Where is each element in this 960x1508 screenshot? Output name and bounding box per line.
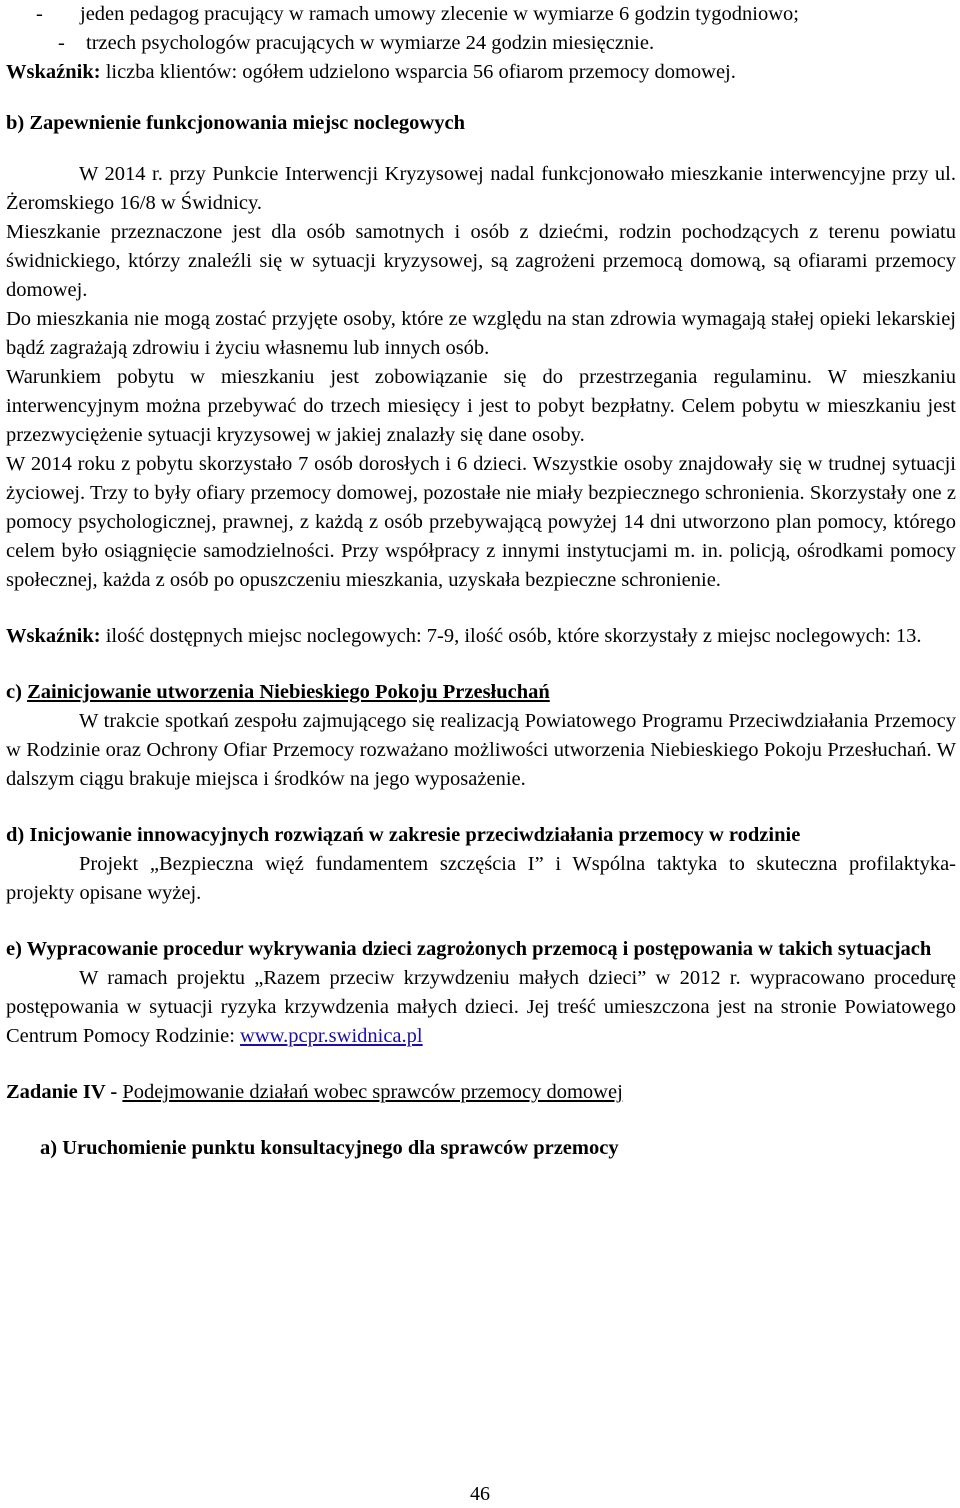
section-b-paragraph: Mieszkanie przeznaczone jest dla osób samotnych i osób z dziećmi, rodzin pochodzących z terenu powiatu świdnickiego, którzy znaleźli się w sytuacji kryzysowej, są zagrożeni przemocą domową, są ofiarami przemocy domowej. bbox=[6, 221, 956, 301]
section-b-paragraph: W 2014 r. przy Punkcie Interwencji Kryzysowej nadal funkcjonowało mieszkanie interwencyjne przy ul. Żeromskiego 16/8 w Świdnicy. bbox=[6, 163, 956, 214]
section-b-paragraph: Do mieszkania nie mogą zostać przyjęte osoby, które ze względu na stan zdrowia wymagają stałej opieki lekarskiej bądź zagrażają zdrowiu i życiu własnemu lub innych osób. bbox=[6, 308, 956, 359]
indicator-text: liczba klientów: ogółem udzielono wsparcia 56 ofiarom przemocy domowej. bbox=[100, 61, 736, 83]
indicator-label: Wskaźnik: bbox=[6, 61, 101, 83]
list-item bbox=[6, 29, 956, 58]
section-c-heading bbox=[6, 678, 956, 707]
document-page bbox=[6, 0, 956, 1163]
section-a-heading: a) Uruchomienie punktu konsultacyjnego dla sprawców przemocy bbox=[40, 1137, 619, 1159]
task-label: Zadanie IV - bbox=[6, 1081, 123, 1103]
section-c-prefix: c) bbox=[6, 681, 28, 703]
list-item bbox=[6, 0, 956, 29]
list-item-text: trzech psychologów pracujących w wymiarze 24 godzin miesięcznie. bbox=[86, 32, 655, 54]
section-d-heading: d) Inicjowanie innowacyjnych rozwiązań w zakresie przeciwdziałania przemocy w rodzinie bbox=[6, 824, 801, 846]
bullet-dash: - bbox=[36, 3, 43, 25]
bullet-dash: - bbox=[58, 32, 65, 54]
section-d-paragraph: Projekt „Bezpieczna więź fundamentem szczęścia I” i Wspólna taktyka to skuteczna profilaktyka- projekty opisane wyżej. bbox=[6, 853, 956, 904]
indicator-paragraph bbox=[6, 622, 956, 651]
task-heading bbox=[6, 1078, 956, 1107]
page-number: 46 bbox=[470, 1483, 490, 1505]
section-e-paragraph bbox=[6, 964, 956, 1051]
section-b-paragraph: Warunkiem pobytu w mieszkaniu jest zobowiązanie się do przestrzegania regulaminu. W mieszkaniu interwencyjnym można przebywać do trzech miesięcy i jest to pobyt bezpłatny. Celem pobytu w mieszkaniu jest przezwyciężenie sytuacji kryzysowej w jakiej znalazły się dane osoby. bbox=[6, 366, 956, 446]
indicator-label: Wskaźnik: bbox=[6, 625, 101, 647]
section-b-heading: b) Zapewnienie funkcjonowania miejsc noclegowych bbox=[6, 112, 465, 134]
task-title: Podejmowanie działań wobec sprawców przemocy domowej bbox=[122, 1081, 623, 1103]
section-c-title: Zainicjowanie utworzenia Niebieskiego Pokoju Przesłuchań bbox=[27, 681, 550, 703]
indicator-paragraph bbox=[6, 58, 956, 87]
section-c-paragraph: W trakcie spotkań zespołu zajmującego się realizacją Powiatowego Programu Przeciwdziałania Przemocy w Rodzinie oraz Ochrony Ofiar Przemocy rozważano możliwości utworzenia Niebieskiego Pokoju Przesłuchań. W dalszym ciągu brakuje miejsca i środków na jego wyposażenie. bbox=[6, 710, 956, 790]
list-item-text: jeden pedagog pracujący w ramach umowy zlecenie w wymiarze 6 godzin tygodniowo; bbox=[80, 3, 799, 25]
section-e-text: W ramach projektu „Razem przeciw krzywdzeniu małych dzieci” w 2012 r. wypracowano procedurę postępowania w sytuacji ryzyka krzywdzenia małych dzieci. Jej treść umieszczona jest na stronie Powiatowego Centrum Pomocy Rodzinie: bbox=[6, 967, 956, 1047]
indicator-text: ilość dostępnych miejsc noclegowych: 7-9, ilość osób, które skorzystały z miejsc noclegowych: 13. bbox=[100, 625, 922, 647]
section-b-paragraph: W 2014 roku z pobytu skorzystało 7 osób dorosłych i 6 dzieci. Wszystkie osoby znajdowały się w trudnej sytuacji życiowej. Trzy to były ofiary przemocy domowej, pozostałe nie miały bezpiecznego schronienia. Skorzystały one z pomocy psychologicznej, prawnej, z każdą z osób przebywającą powyżej 14 dni utworzono plan pomocy, którego celem było osiągnięcie samodzielności. Przy współpracy z innymi instytucjami m. in. policją, ośrodkami pomocy społecznej, każda z osób po opuszczeniu mieszkania, uzyskała bezpieczne schronienie. bbox=[6, 453, 956, 591]
section-e-heading: e) Wypracowanie procedur wykrywania dzieci zagrożonych przemocą i postępowania w takich sytuacjach bbox=[6, 938, 932, 960]
website-link[interactable]: www.pcpr.swidnica.pl bbox=[240, 1025, 423, 1047]
